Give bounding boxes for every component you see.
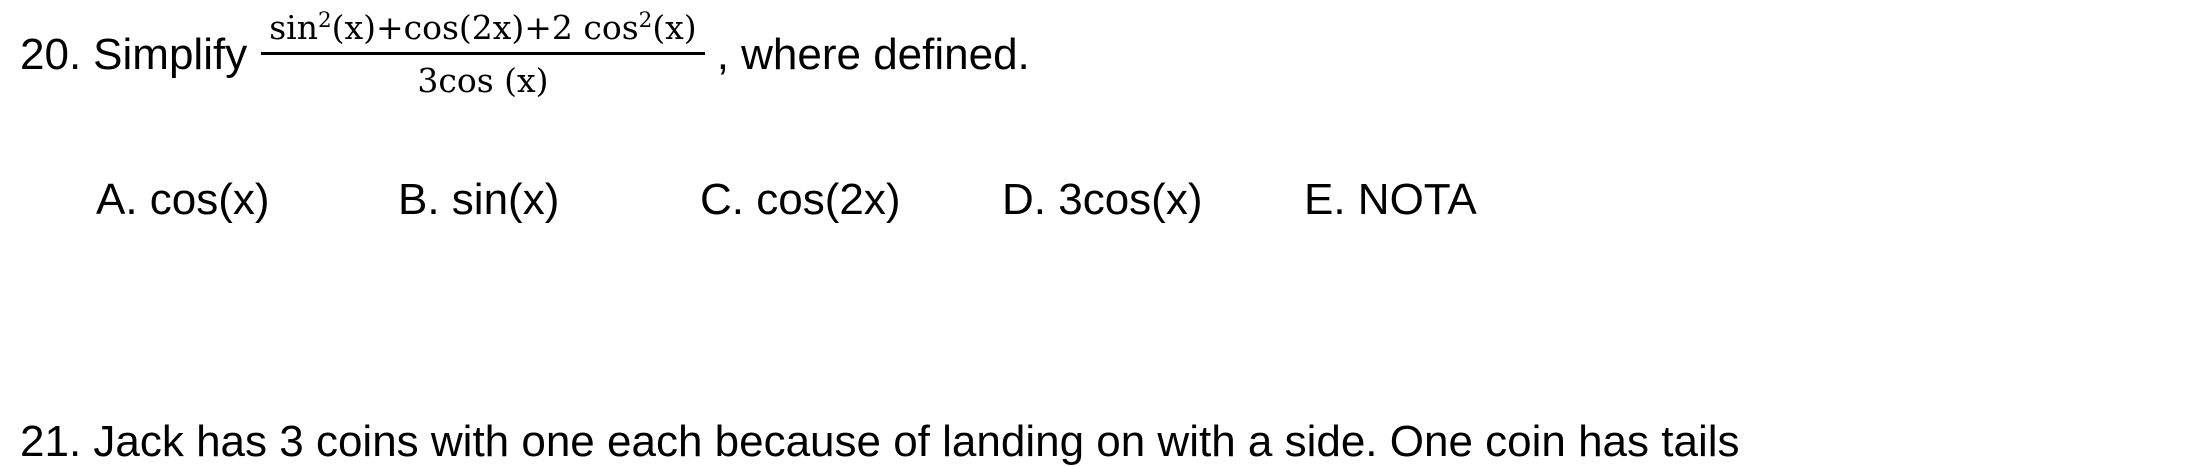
choice-c: C. cos(2x) bbox=[700, 175, 901, 224]
question-verb: Simplify bbox=[93, 29, 248, 79]
choice-b: B. sin(x) bbox=[398, 175, 560, 224]
numerator-sin-exponent: 2 bbox=[317, 8, 332, 33]
question-number: 20. bbox=[20, 29, 82, 79]
fraction-expression bbox=[261, 10, 704, 100]
question-tail: , where defined. bbox=[716, 29, 1030, 79]
question-20 bbox=[20, 10, 1030, 100]
numerator-end: (x) bbox=[652, 8, 697, 47]
numerator-cos-exponent: 2 bbox=[638, 8, 653, 33]
fraction-numerator bbox=[261, 10, 704, 52]
numerator-middle: (x)+cos(2x)+2 cos bbox=[331, 8, 639, 47]
question-21-partial: 21. Jack has 3 coins with one each because of landing on with a side. One coin has tails bbox=[20, 417, 1740, 466]
choice-d: D. 3cos(x) bbox=[1002, 175, 1203, 224]
choice-a: A. cos(x) bbox=[96, 175, 270, 224]
fraction-denominator: 3cos (x) bbox=[417, 61, 549, 101]
numerator-sin: sin bbox=[269, 8, 318, 47]
choice-e: E. NOTA bbox=[1304, 175, 1477, 224]
